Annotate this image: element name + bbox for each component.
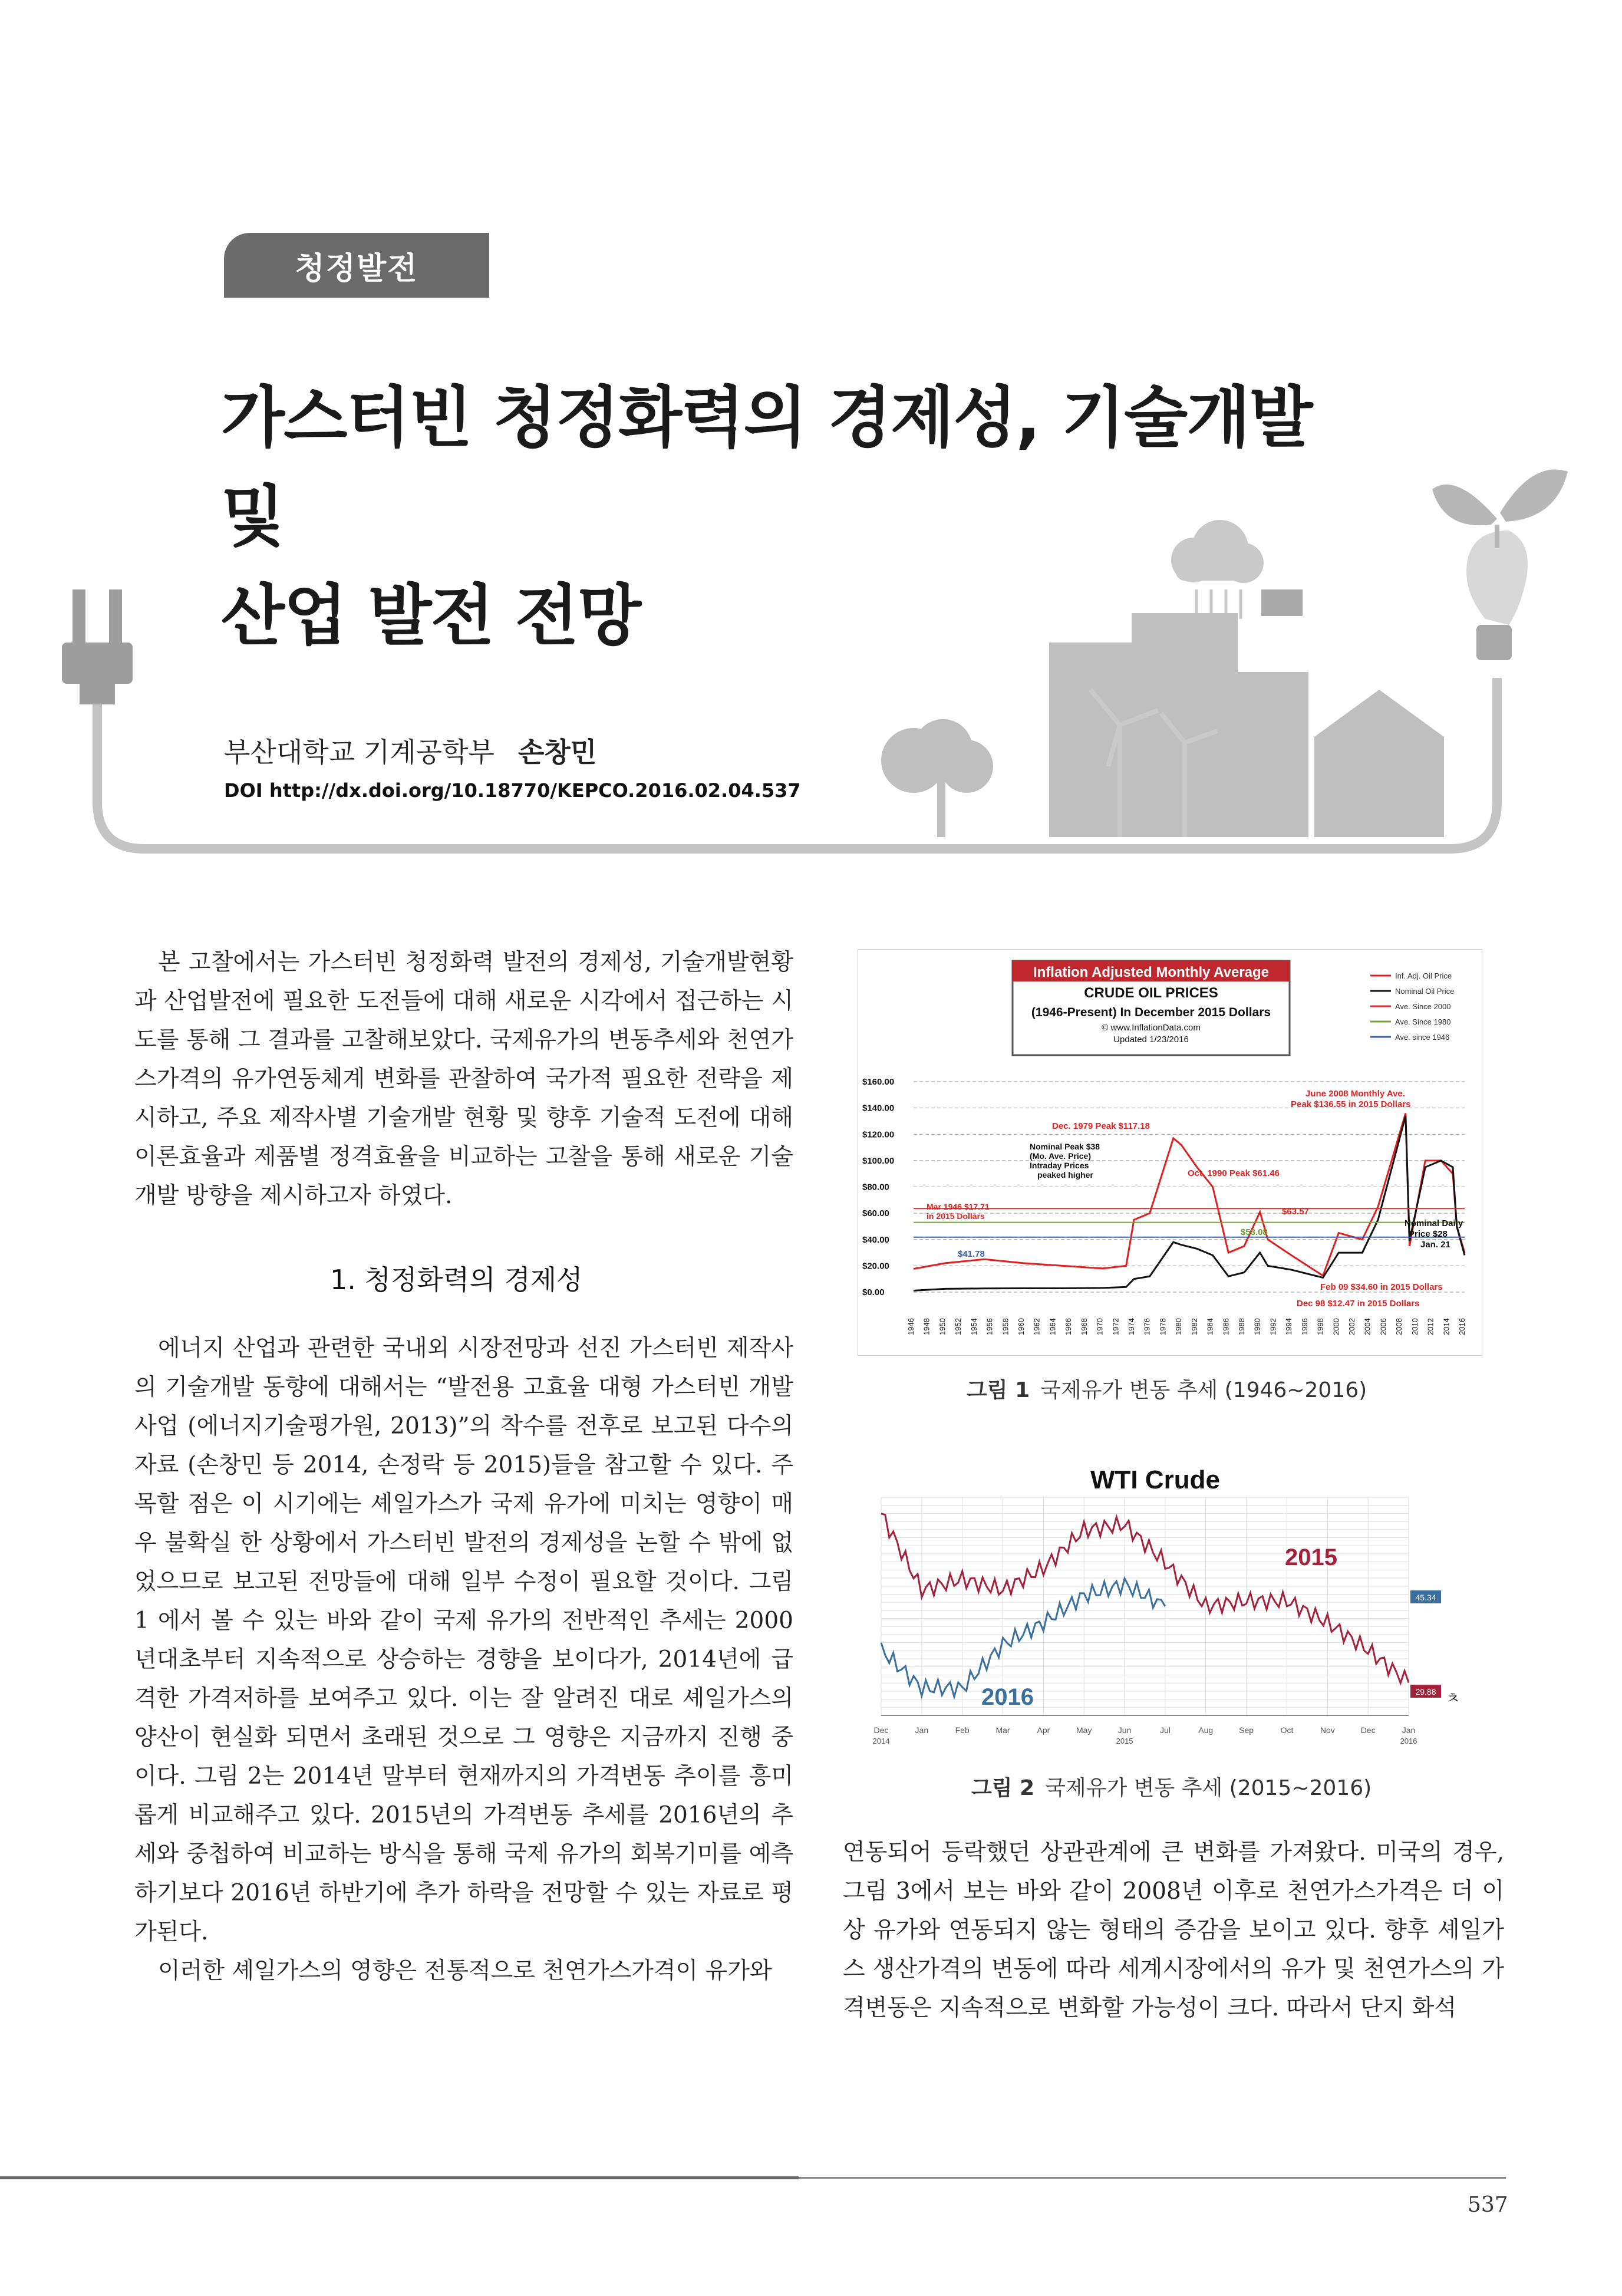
fig1-x-tick: 1952 <box>954 1318 963 1335</box>
fig1-legend-label: Inf. Adj. Oil Price <box>1395 971 1452 980</box>
footer-rule-right <box>799 2177 1506 2179</box>
fig2-x-subtick: 2016 <box>1400 1737 1417 1745</box>
fig2-x-tick: Dec <box>873 1725 889 1735</box>
fig2-title: WTI Crude <box>1090 1465 1220 1494</box>
fig1-annotation: $63.57 <box>1282 1207 1309 1217</box>
figure-2-chart <box>869 1456 1465 1763</box>
fig1-title-line5: Updated 1/23/2016 <box>1113 1035 1189 1045</box>
fig2-x-tick: Jan <box>1402 1725 1416 1735</box>
fig1-x-tick: 1976 <box>1142 1318 1152 1335</box>
fig1-y-tick: $80.00 <box>862 1182 889 1193</box>
fig1-y-tick: $160.00 <box>862 1077 895 1087</box>
fig1-y-tick: $20.00 <box>862 1261 889 1271</box>
fig2-label-2016: 2016 <box>981 1684 1034 1710</box>
fig1-annotation: Oct. 1990 Peak $61.46 <box>1188 1168 1280 1178</box>
fig1-y-tick: $120.00 <box>862 1129 895 1140</box>
fig1-caption-label: 그림 1 <box>967 1378 1030 1402</box>
fig1-x-tick: 1962 <box>1032 1318 1041 1335</box>
fig2-end-label-bottom: 29.88 <box>1415 1687 1436 1697</box>
fig1-y-tick: $40.00 <box>862 1234 889 1245</box>
fig2-x-tick: Mar <box>995 1725 1010 1735</box>
figure-1-caption <box>967 1373 1367 1404</box>
fig2-x-tick: Dec <box>1360 1725 1376 1735</box>
fig1-x-tick: 1974 <box>1127 1318 1136 1335</box>
fig1-annotation: $41.78 <box>958 1249 985 1259</box>
fig1-x-tick: 1950 <box>938 1318 947 1335</box>
fig1-title-line3: (1946-Present) In December 2015 Dollars <box>1031 1006 1271 1019</box>
fig2-label-2015: 2015 <box>1285 1544 1337 1570</box>
fig1-x-tick: 2000 <box>1331 1318 1341 1335</box>
fig2-x-tick: Oct <box>1280 1725 1294 1735</box>
fig1-x-tick: 2010 <box>1410 1318 1419 1335</box>
fig1-annotation: Jan. 21 <box>1420 1240 1450 1250</box>
fig1-annotation: Dec. 1979 Peak $117.18 <box>1052 1121 1150 1131</box>
fig2-side-char: ㅊ <box>1445 1690 1461 1708</box>
fig1-x-tick: 1958 <box>1001 1318 1010 1335</box>
fig1-legend-label: Nominal Oil Price <box>1395 987 1455 996</box>
fig1-annotation: $53.08 <box>1241 1227 1268 1237</box>
fig1-annotation: Dec 98 $12.47 in 2015 Dollars <box>1297 1299 1420 1309</box>
fig1-legend-label: Ave. since 1946 <box>1395 1033 1450 1042</box>
section-heading: 1. 청정화력의 경제성 <box>330 1264 583 1296</box>
fig2-x-tick: Jan <box>915 1725 929 1735</box>
fig1-annotation: peaked higher <box>1037 1170 1093 1180</box>
category-tag: 청정발전 <box>224 233 489 298</box>
fig1-annotation: Nominal Peak $38 <box>1030 1142 1100 1151</box>
fig1-annotation: June 2008 Monthly Ave. <box>1305 1089 1405 1099</box>
fig2-x-tick: Sep <box>1239 1725 1254 1735</box>
fig2-x-tick: Feb <box>955 1725 970 1735</box>
fig1-x-tick: 1954 <box>969 1318 978 1335</box>
fig1-x-tick: 2002 <box>1347 1318 1356 1335</box>
abstract-block <box>134 943 793 1215</box>
body-paragraph-2: 이러한 셰일가스의 영향은 전통적으로 천연가스가격이 유가와 <box>158 1958 772 1984</box>
fig1-x-tick: 1998 <box>1316 1318 1325 1335</box>
fig1-x-tick: 1946 <box>906 1318 915 1335</box>
cloud-icon <box>1171 520 1264 583</box>
fig2-x-tick: Apr <box>1037 1725 1050 1735</box>
fig2-x-subtick: 2014 <box>872 1737 890 1745</box>
fig1-x-tick: 2016 <box>1458 1318 1466 1335</box>
fig1-x-tick: 1972 <box>1111 1318 1120 1335</box>
fig1-caption-text: 국제유가 변동 추세 (1946~2016) <box>1040 1378 1367 1402</box>
eco-bulb-icon <box>1432 469 1568 660</box>
fig1-x-tick: 1986 <box>1221 1318 1231 1335</box>
fig1-x-tick: 1988 <box>1237 1318 1246 1335</box>
fig2-x-tick: Jun <box>1117 1725 1132 1735</box>
title-line-1: 가스터빈 청정화력의 경제성, 기술개발 및 <box>221 380 1312 555</box>
fig1-y-tick: $0.00 <box>862 1287 885 1297</box>
footer-rule <box>0 2176 799 2179</box>
fig2-x-tick: May <box>1076 1725 1092 1735</box>
body-right-column <box>843 1833 1504 2028</box>
fig1-x-tick: 1956 <box>985 1318 994 1335</box>
body-paragraph-2-cont: 연동되어 등락했던 상관관계에 큰 변화를 가져왔다. 미국의 경우, 그림 3에서 보는 바와 같이 2008년 이후로 천연가스가격은 더 이상 유가와 연동되지 않는 형태의 증감을 보이고 있다. 향후 셰일가스 생산가격의 변동에 따라 세계시장에서의 유가 및 천연가스의 가격변동은 지속적으로 변화할 가능성이 크다. 따라서 단지 화석 <box>843 1839 1504 2021</box>
fig2-end-label-top: 45.34 <box>1415 1593 1436 1602</box>
fig1-annotation: Mar 1946 $17.71 <box>927 1202 990 1211</box>
fig2-x-tick: Aug <box>1198 1725 1214 1735</box>
fig1-x-tick: 2008 <box>1394 1318 1404 1335</box>
fig1-x-tick: 2004 <box>1363 1318 1372 1335</box>
fig1-annotation: Price $28 <box>1409 1229 1448 1239</box>
fig1-x-tick: 1992 <box>1268 1318 1278 1335</box>
fig1-x-tick: 1978 <box>1158 1318 1168 1335</box>
fig1-x-tick: 1984 <box>1205 1318 1215 1335</box>
fig1-x-tick: 1970 <box>1095 1318 1105 1335</box>
doi-text: DOI http://dx.doi.org/10.18770/KEPCO.2016.02.04.537 <box>224 779 801 802</box>
fig1-x-tick: 1960 <box>1017 1318 1026 1335</box>
fig2-x-tick: Nov <box>1320 1725 1335 1735</box>
fig1-x-tick: 2014 <box>1442 1318 1451 1335</box>
author-name: 손창민 <box>517 736 597 768</box>
fig1-annotation: in 2015 Dollars <box>927 1211 985 1221</box>
fig1-x-tick: 1994 <box>1284 1318 1294 1335</box>
fig1-annotation: Nominal Daily <box>1405 1218 1463 1228</box>
fig1-title-line1: Inflation Adjusted Monthly Average <box>1033 964 1270 980</box>
fig2-x-subtick: 2015 <box>1116 1737 1133 1745</box>
fig1-x-tick: 1980 <box>1174 1318 1183 1335</box>
fig1-legend-label: Ave. Since 2000 <box>1395 1002 1451 1011</box>
fig1-annotation: (Mo. Ave. Price) <box>1030 1151 1091 1161</box>
fig1-y-tick: $100.00 <box>862 1155 895 1166</box>
fig1-y-tick: $60.00 <box>862 1208 889 1219</box>
fig1-title-line2: CRUDE OIL PRICES <box>1084 985 1218 1001</box>
page-number: 537 <box>1468 2193 1508 2217</box>
author-line <box>224 731 596 770</box>
title-line-2: 산업 발전 전망 <box>221 578 641 654</box>
fig1-x-tick: 1966 <box>1064 1318 1073 1335</box>
fig1-y-tick: $140.00 <box>862 1103 895 1114</box>
fig1-title-line4: © www.InflationData.com <box>1102 1023 1201 1033</box>
body-paragraph-1: 에너지 산업과 관련한 국내외 시장전망과 선진 가스터빈 제작사의 기술개발 동향에 대해서는 “발전용 고효율 대형 가스터빈 개발사업 (에너지기술평가원, 2013)”의 착수를 전후로 보고된 다수의 자료 (손창민 등 2014, 손정락 등 2015)들을 참고할 수 있다. 주목할 점은 이 시기에는 셰일가스가 국제 유가에 미치는 영향이 매우 불확실 한 상황에서 가스터빈 발전의 경제성을 논할 수 밖에 없었으므로 보고된 전망들에 대해 일부 수정이 필요할 것이다. 그림 1 에서 볼 수 있는 바와 같이 국제 유가의 전반적인 추세는 2000년대초부터 지속적으로 상승하는 경향을 보이다가, 2014년에 급격한 가격저하를 보여주고 있다. 이는 잘 알려진 대로 셰일가스의 양산이 현실화 되면서 초래된 것으로 그 영향은 지금까지 진행 중이다. 그림 2는 2014년 말부터 현재까지의 가격변동 추이를 흥미롭게 비교해주고 있다. 2015년의 가격변동 추세를 2016년의 추세와 중첩하여 비교하는 방식을 통해 국제 유가의 회복기미를 예측하기보다 2016년 하반기에 추가 하락을 전망할 수 있는 자료로 평가된다. <box>134 1335 793 1945</box>
fig1-legend-label: Ave. Since 1980 <box>1395 1017 1451 1026</box>
figure-1-chart <box>858 949 1482 1356</box>
fig1-x-tick: 1968 <box>1079 1318 1089 1335</box>
fig1-annotation: Intraday Prices <box>1030 1161 1089 1170</box>
fig2-caption-text: 국제유가 변동 추세 (2015~2016) <box>1045 1776 1372 1800</box>
fig2-caption-label: 그림 2 <box>971 1776 1035 1800</box>
plug-icon <box>62 589 133 704</box>
body-left-column <box>134 1329 793 1991</box>
figure-2-caption <box>971 1771 1372 1801</box>
author-affiliation: 부산대학교 기계공학부 <box>224 736 494 768</box>
fig1-x-tick: 2012 <box>1426 1318 1435 1335</box>
fig2-x-tick: Jul <box>1159 1725 1171 1735</box>
fig1-annotation: Peak $136.55 in 2015 Dollars <box>1291 1099 1411 1109</box>
fig1-x-tick: 1964 <box>1048 1318 1057 1335</box>
fig1-x-tick: 1948 <box>922 1318 931 1335</box>
fig1-annotation: Feb 09 $34.60 in 2015 Dollars <box>1320 1282 1443 1292</box>
fig1-x-tick: 1990 <box>1252 1318 1262 1335</box>
abstract-paragraph: 본 고찰에서는 가스터빈 청정화력 발전의 경제성, 기술개발현황과 산업발전에 필요한 도전들에 대해 새로운 시각에서 접근하는 시도를 통해 그 결과를 고찰해보았다. 국제유가의 변동추세와 천연가스가격의 유가연동체계 변화를 관찰하여 국가적 필요한 전략을 제시하고, 주요 제작사별 기술개발 현황 및 향후 기술적 도전에 대해 이론효율과 제품별 정격효율을 비교하는 고찰을 통해 새로운 기술개발 방향을 제시하고자 하였다. <box>134 949 793 1209</box>
fig1-x-tick: 1982 <box>1189 1318 1199 1335</box>
fig1-x-tick: 2006 <box>1379 1318 1388 1335</box>
fig1-x-tick: 1996 <box>1300 1318 1309 1335</box>
